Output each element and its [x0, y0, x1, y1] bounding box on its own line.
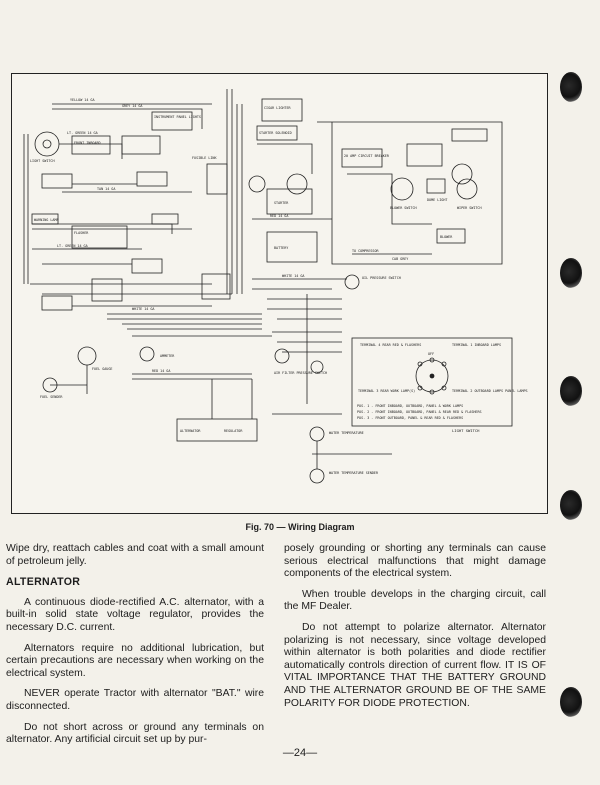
label-starter-solenoid: STARTER SOLENOID	[259, 131, 292, 135]
right-paragraph-1: posely grounding or shorting any terminals can cause serious electrical malfunctions that might damage components of the electrical system.	[284, 543, 546, 580]
label-dome-light: DOME LIGHT	[427, 198, 448, 202]
label-pos-3: POS. 3 - FRONT OUTBOARD, PANEL & REAR RED & FLASHERS	[357, 416, 464, 420]
label-off: OFF	[428, 352, 435, 356]
binder-hole-3	[560, 376, 582, 406]
label-light-switch: LIGHT SWITCH	[30, 159, 55, 163]
label-alternator: ALTERNATOR	[180, 429, 201, 433]
binder-hole-2	[560, 258, 582, 288]
label-cab-grey: CAB GREY	[392, 257, 409, 261]
left-paragraph-1: Wipe dry, reattach cables and coat with a small amount of petroleum jelly.	[6, 543, 264, 567]
label-light-switch-legend: LIGHT SWITCH	[452, 428, 480, 433]
figure-caption: Fig. 70 — Wiring Diagram	[245, 522, 355, 532]
label-tan-14: TAN 14 GA	[97, 187, 116, 191]
left-paragraph-2: A continuous diode-rectified A.C. alternator, with a built-in solid state voltage regulator, provides the necessary D.C. current.	[6, 596, 264, 633]
binder-hole-4	[560, 490, 582, 520]
right-paragraph-2: When trouble develops in the charging circuit, call the MF Dealer.	[284, 588, 546, 613]
label-ammeter: AMMETER	[160, 354, 175, 358]
label-flasher: FLASHER	[74, 231, 89, 235]
label-fuel-gauge: FUEL GAUGE	[92, 367, 113, 371]
label-air-filter: AIR FILTER PRESSURE SWITCH	[274, 371, 328, 375]
wiring-diagram	[11, 73, 548, 514]
label-starter: STARTER	[274, 201, 289, 205]
label-terminal-2: TERMINAL 2 OUTBOARD LAMPS PANEL LAMPS	[452, 389, 528, 393]
label-front-inboard: FRONT INBOARD	[74, 141, 101, 145]
label-cigar-lighter: CIGAR LIGHTER	[264, 106, 291, 110]
left-paragraph-4: NEVER operate Tractor with alternator "BAT." wire disconnected.	[6, 688, 264, 712]
label-terminal-3: TERMINAL 3 REAR WORK LAMP(S)	[358, 389, 416, 393]
label-fusible-link: FUSIBLE LINK	[192, 156, 217, 160]
label-warning-lamp: WARNING LAMP	[34, 218, 59, 222]
label-blower: BLOWER	[440, 235, 453, 239]
right-paragraph-3: Do not attempt to polarize alternator. Alternator polarizing is not necessary, since voltage developed within alternator is both polarities and diode rectifier automatically controls direction of current flow. IT IS OF VITAL IMPORTANCE THAT THE BATTERY GROUND AND THE ALTERNATOR GROUND BE OF THE SAME POLARITY FOR DIODE PROTECTION.	[284, 621, 546, 709]
label-yellow-14: YELLOW 14 GA	[70, 98, 95, 102]
label-pos-2: POS. 2 - FRONT INBOARD, OUTBOARD, PANEL & REAR RED & FLASHERS	[357, 410, 482, 414]
label-white-14-center: WHITE 14 GA	[282, 274, 305, 278]
left-paragraph-3: Alternators require no additional lubrication, but certain precautions are necessary when working on the electrical system.	[6, 642, 264, 679]
label-terminal-4: TERMINAL 4 REAR RED & FLASHERS	[360, 343, 422, 347]
label-circuit-breaker: 20 AMP CIRCUIT BREAKER	[344, 154, 389, 158]
label-regulator: REGULATOR	[224, 429, 243, 433]
binder-hole-5	[560, 687, 582, 717]
label-oil-pressure-switch: OIL PRESSURE SWITCH	[362, 276, 401, 280]
label-lt-green-14: LT. GREEN 14 GA	[67, 131, 98, 135]
label-water-temperature-sender: WATER TEMPERATURE SENDER	[329, 471, 378, 475]
label-red-14-lower: RED 14 GA	[152, 369, 171, 373]
label-blower-switch: BLOWER SWITCH	[390, 206, 417, 210]
section-heading: ALTERNATOR	[6, 576, 81, 589]
label-terminal-1: TERMINAL 1 INBOARD LAMPS	[452, 343, 501, 347]
page-number: —24—	[282, 747, 318, 759]
left-paragraph-5: Do not short across or ground any terminals on alternator. Any artificial circuit set up by pur-	[6, 721, 264, 746]
right-column	[284, 543, 546, 718]
label-to-compressor: TO COMPRESSOR	[352, 249, 379, 253]
left-column	[6, 543, 264, 755]
label-dk-green: LT. GREEN 14 GA	[57, 244, 88, 248]
label-wiper-switch: WIPER SWITCH	[457, 206, 482, 210]
binder-hole-1	[560, 72, 582, 102]
label-white-14-left: WHITE 14 GA	[132, 307, 155, 311]
label-pos-1: POS. 1 - FRONT INBOARD, OUTBOARD, PANEL & WORK LAMPS	[357, 404, 464, 408]
label-fuel-sender: FUEL SENDER	[40, 395, 63, 399]
label-instrument-panel-lights: INSTRUMENT PANEL LIGHTS	[154, 115, 201, 119]
label-water-temperature: WATER TEMPERATURE	[329, 431, 364, 435]
label-red-14-center: RED 14 GA	[270, 214, 289, 218]
label-battery: BATTERY	[274, 246, 289, 250]
label-grey-14: GREY 14 GA	[122, 104, 143, 108]
